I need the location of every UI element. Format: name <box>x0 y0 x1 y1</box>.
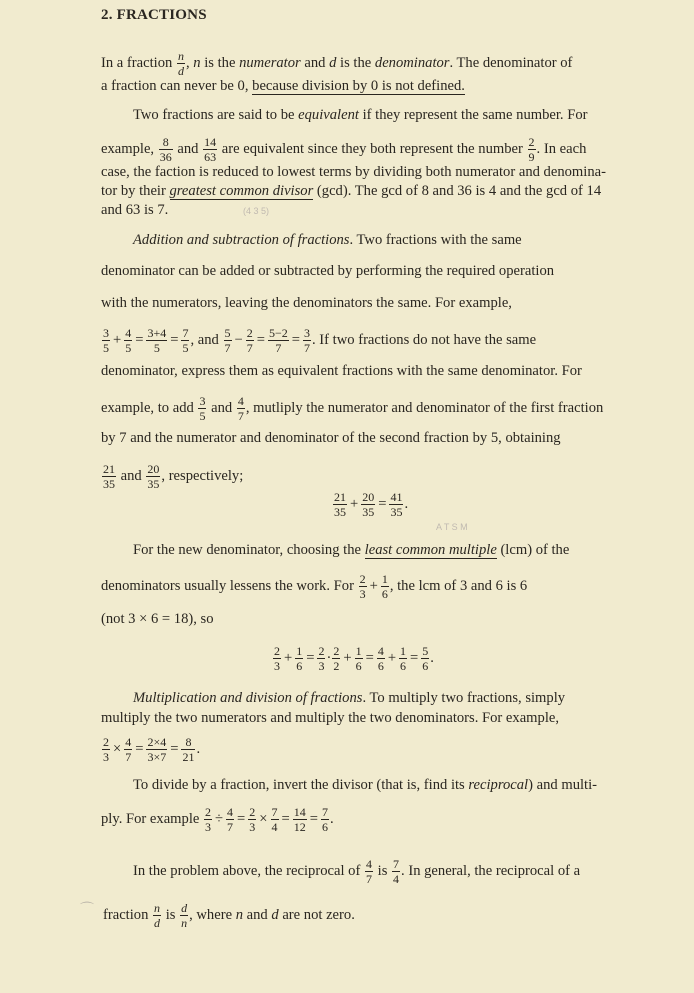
p4-line2: denominators usually lessens the work. For $\frac{2}{3}$ + $\frac{1}{6}$ , the lcm of 3 and 6 is 6 <box>101 572 528 601</box>
p3-line5: denominator, express them as equivalent fractions with the same denominator. For <box>101 363 582 379</box>
term-reciprocal: reciprocal <box>468 777 529 793</box>
p2-line4: tor by their greatest common divisor (gcd). The gcd of 8 and 36 is 4 and the gcd of 14 <box>101 183 602 199</box>
p1-line1: In a fraction $\frac{n}{d}$ , n is the numerator and d is the denominator. The denominator of <box>101 49 573 78</box>
p2-line3: case, the faction is reduced to lowest terms by dividing both numerator and denomina- <box>101 164 606 180</box>
p3-line1: Addition and subtraction of fractions. Two fractions with the same <box>133 232 522 248</box>
p6-line2: ply. For example $\frac{2}{3}$ ÷ $\frac{4}{7}$ = $\frac{2}{3}$ × $\frac{7}{4}$ = $\frac{14}{12}$ = $\frac{7}{6}$ . <box>101 805 334 834</box>
section-title: 2. FRACTIONS <box>101 7 207 23</box>
heading-multiplication: Multiplication and division of fractions <box>133 690 363 706</box>
term-numerator: numerator <box>239 54 301 71</box>
pencil-tick-mark: ⌒ <box>80 903 94 918</box>
p2-line1: Two fractions are said to be equivalent if they represent the same number. For <box>133 107 588 123</box>
p7-line2: fraction $\frac{n}{d}$ is $\frac{d}{n}$ , where n and d are not zero. <box>103 901 355 930</box>
term-denominator: denominator <box>374 54 450 71</box>
term-gcd: greatest common divisor <box>169 183 314 199</box>
pencil-annotation: (4 3 5) <box>243 206 270 216</box>
p2-line5: and 63 is 7. <box>101 202 169 218</box>
p3-line2: denominator can be added or subtracted by performing the required operation <box>101 263 555 279</box>
p4-line1: For the new denominator, choosing the least common multiple (lcm) of the <box>133 542 570 558</box>
p2-line2: example, $\frac{8}{36}$ and $\frac{14}{63}$ are equivalent since they both represent the number $\frac{2}{9}$ . In each <box>101 135 587 164</box>
p7-line1: In the problem above, the reciprocal of $\frac{4}{7}$ is $\frac{7}{4}$ . In general, the reciprocal of a <box>133 857 581 886</box>
p1-line2: a fraction can never be 0, because division by 0 is not defined. <box>101 78 465 94</box>
heading-addition: Addition and subtraction of fractions <box>133 232 350 248</box>
p6-line1: To divide by a fraction, invert the divisor (that is, find its reciprocal) and multi- <box>133 777 598 793</box>
p3-line7: by 7 and the numerator and denominator of the second fraction by 5, obtaining <box>101 430 561 446</box>
equation-lcm-example: $\frac{2}{3}$ + $\frac{1}{6}$ = $\frac{2}{3}$ · $\frac{2}{2}$ + $\frac{1}{6}$ = $\frac{4}{6}$ + $\frac{1}{6}$ = $\frac{5}{6}$ . <box>274 644 434 673</box>
term-equivalent: equivalent <box>298 107 359 123</box>
equation-multiply: $\frac{2}{3}$ × $\frac{4}{7}$ = $\frac{2\times 4}{3\times 7}$ = $\frac{8}{21}$ . <box>103 735 201 764</box>
equation-sum-35ths: $\frac{21}{35}$ + $\frac{20}{35}$ = $\frac{41}{35}$ . <box>334 490 409 519</box>
p5-line2: multiply the two numerators and multiply the two denominators. For example, <box>101 710 560 726</box>
p3-line6: example, to add $\frac{3}{5}$ and $\frac{4}{7}$ , mutliply the numerator and denominator of the first fraction <box>101 394 604 423</box>
p5-line1: Multiplication and division of fractions. To multiply two fractions, simply <box>133 690 566 706</box>
pencil-annotation: A T S M <box>436 522 468 532</box>
p3-line3: with the numerators, leaving the denominators the same. For example, <box>101 295 512 311</box>
p4-line3: (not 3 × 6 = 18), so <box>101 611 214 627</box>
fraction-n-over-d: $\frac{n}{d}$ <box>177 49 184 78</box>
p3-line4: $\frac{3}{5}$ + $\frac{4}{5}$ = $\frac{3+4}{5}$ = $\frac{7}{5}$ , and $\frac{5}{7}$ − $\frac{2}{7}$ = $\frac{5-2}{7}$ = $\frac{3}{7}$ . If two fractions do not have the same <box>103 326 537 355</box>
p3-line8: $\frac{21}{35}$ and $\frac{20}{35}$ , respectively; <box>103 462 244 491</box>
term-lcm: least common multiple <box>364 542 497 558</box>
